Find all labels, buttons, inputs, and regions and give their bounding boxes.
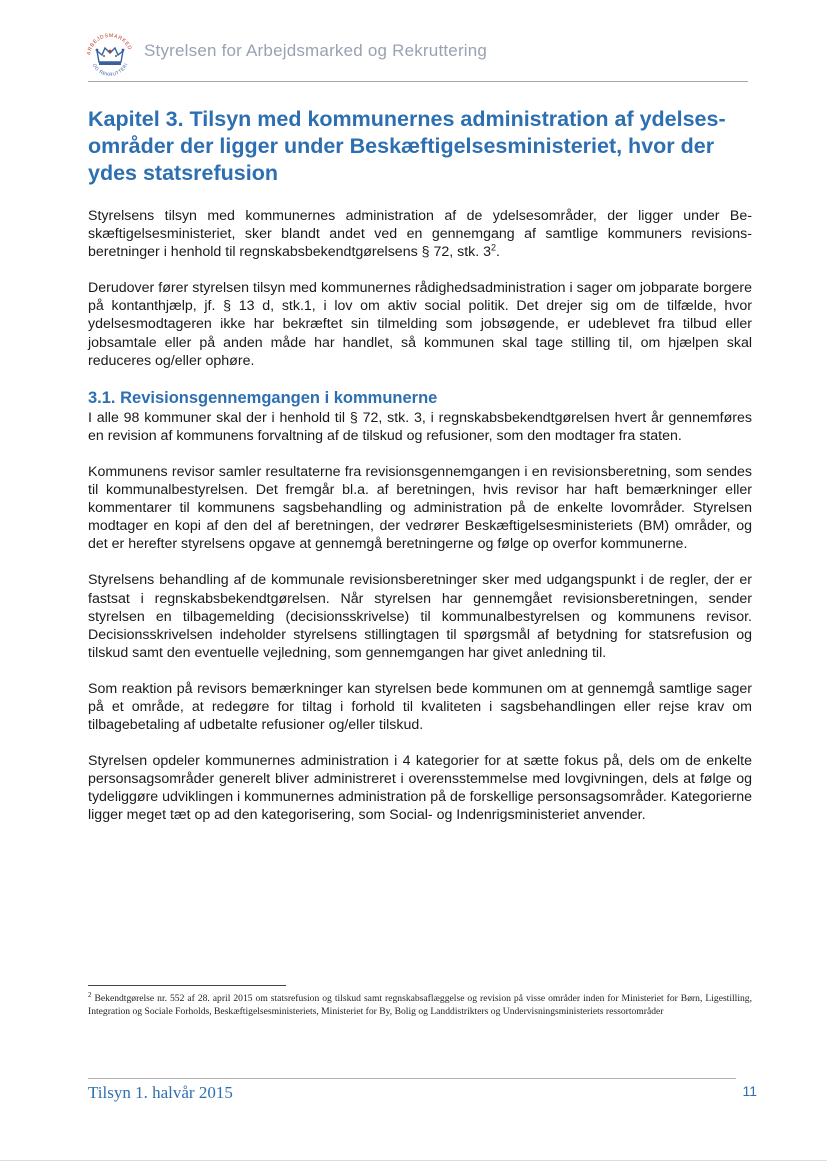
intro-paragraph-1-text: Styrelsens tilsyn med kommunernes administration af de ydelsesområder, der ligger under Beskæftigelsesministeriet, sker blandt andet ved en gennemgang af samtlige kommuners revisionsberetninger i henhold til regnskabsbekendtgørelsens § 72, stk. 3 xyxy=(88,208,752,261)
header-divider xyxy=(88,81,748,82)
chapter-title: Kapitel 3. Tilsyn med kommunernes administration af ydelsesområder der ligger under Beskæftigelsesministeriet, hvor der ydes statsrefusion xyxy=(88,107,726,185)
crown-icon xyxy=(80,26,140,82)
footnote-marker: 2 xyxy=(88,990,92,999)
svg-text:ARBEJDSMARKED: ARBEJDSMARKED xyxy=(86,32,133,56)
intro-paragraph-1 xyxy=(88,207,752,261)
footer-report-title: Tilsyn 1. halvår 2015 xyxy=(88,1083,233,1102)
svg-text:OG REKRUTTERING: OG REKRUTTERI xyxy=(91,62,129,77)
page-number: 11 xyxy=(742,1083,757,1099)
agency-seal-logo xyxy=(80,26,140,82)
section-paragraph-2: Kommunens revisor samler resultaterne fra revisionsgennemgangen i en revisionsberetning, som sendes til kommunalbestyrelsen. Det fremgår bl.a. af beretningen, hvis revisor har haft bemærkninger eller kommentarer til kommunens sagsbehandling og administration på de enkelte lovområder. Styrelsen modtager en kopi af den del af beretningen, der vedrører Beskæftigelsesministeriets (BM) områder, og det er herefter styrelsens opgave at gennemgå beretningerne og følge op overfor kommunerne. xyxy=(88,463,752,553)
section-heading: 3.1. Revisionsgennemgangen i kommunerne xyxy=(88,388,438,407)
section-paragraph-3: Styrelsens behandling af de kommunale revisionsberetninger sker med udgangspunkt i de regler, der er fastsat i regnskabsbekendtgørelsen. Når styrelsen har gennemgået revisionsberetningen, sender styrelsen en tilbagemelding (decisionsskrivelse) til kommunalbestyrelsen og kommunens revisor. Decisionsskrivelsen indeholder styrelsens stillingtagen til spørgsmål af betydning for statsrefusion og tilskud samt den eventuelle vejledning, som gennemgangen har givet anledning til. xyxy=(88,572,752,661)
main-content xyxy=(88,106,752,843)
footer-divider xyxy=(88,1078,736,1079)
section-paragraph-1: I alle 98 kommuner skal der i henhold til § 72, stk. 3, i regnskabsbekendtgørelsen hvert år gennemføres en revision af kommunens forvaltning af de tilskud og refusioner, som den modtager fra staten. xyxy=(88,409,752,444)
intro-paragraph-2: Derudover fører styrelsen tilsyn med kommunernes rådighedsadministration i sager om jobparate borgere på kontanthjælp, jf. § 13 d, stk.1, i lov om aktiv social politik. Det drejer sig om de tilfælde, hvor ydelsesmodtageren ikke har bekræftet sin tilmelding som jobsøgende, er udeblevet fra tilbud eller jobsamtale eller på anden måde har handlet, så kommunen skal tage stilling til, om hjælpen skal reduceres og/eller ophøre. xyxy=(88,280,752,369)
section-paragraph-5: Styrelsen opdeler kommunernes administration i 4 kategorier for at sætte fokus på, dels om de enkelte personsagsområder generelt bliver administreret i overensstemmelse med lovgivningen, dels at følge og tydeliggøre udviklingen i kommunernes administration på de forskellige personsagsområder. Kategorierne ligger meget tæt op ad den kategorisering, som Social- og Indenrigsministeriet anvender. xyxy=(88,753,753,824)
agency-name: Styrelsen for Arbejdsmarked og Rekruttering xyxy=(144,41,488,60)
footnote xyxy=(88,992,752,1018)
footnote-divider xyxy=(88,985,286,986)
section-paragraph-4: Som reaktion på revisors bemærkninger kan styrelsen bede kommunen om at gennemgå samtlige sager på et område, at redegøre for tiltag i forhold til kvaliteten i sagsbehandlingen eller rejse krav om tilbagebetaling af udbetalte refusioner og/eller tilskud. xyxy=(88,680,752,734)
footnote-reference[interactable]: 2 xyxy=(491,242,497,253)
page-edge-line xyxy=(0,1160,827,1161)
footnote-text: Bekendtgørelse nr. 552 af 28. april 2015 om statsrefusion og tilskud samt regnskabsaflæggelse og revision på visse områder inden for Ministeriet for Børn, Ligestilling, Integration og Sociale Forholds, Beskæftigelsesministeriets, Ministeriet for By, Bolig og Landdistrikters og Undervisningsministeriets ressortområder xyxy=(88,993,753,1017)
intro-paragraph-1-end: . xyxy=(496,244,500,261)
